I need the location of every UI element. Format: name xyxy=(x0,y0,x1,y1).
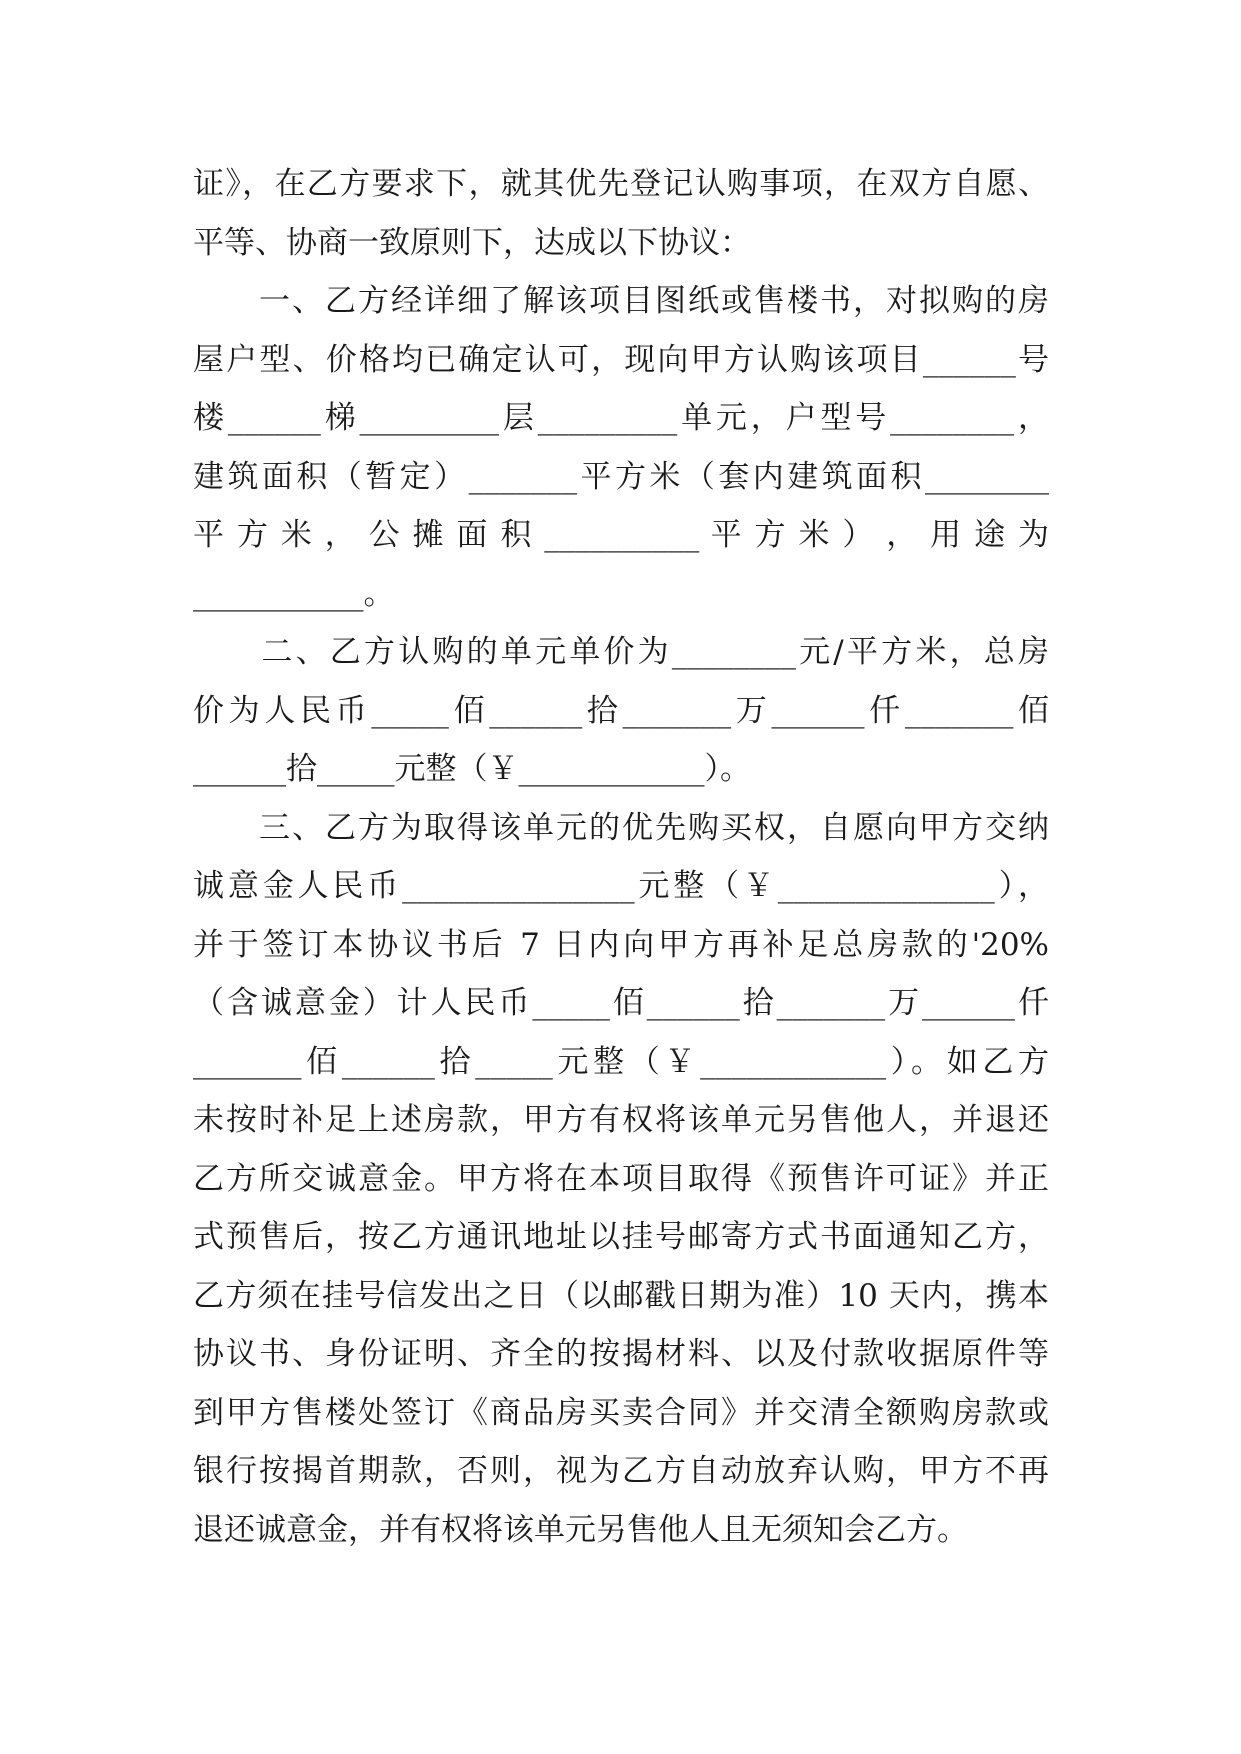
text-line: 价为人民币_____佰______拾_______万______仟_______佰 xyxy=(193,692,1049,729)
text-line: 到甲方售楼处签订《商品房买卖合同》并交清全额购房款或 xyxy=(193,1394,1049,1431)
text-line: 乙方所交诚意金。甲方将在本项目取得《预售许可证》并正 xyxy=(193,1160,1049,1197)
text-line: 楼______梯_________层_________单元，户型号________， xyxy=(193,400,1049,436)
text-line: 式预售后，按乙方通讯地址以挂号邮寄方式书面通知乙方， xyxy=(193,1219,1049,1255)
text-line: 证》，在乙方要求下，就其优先登记认购事项，在双方自愿、 xyxy=(193,166,1049,202)
text-line: 屋户型、价格均已确定认可，现向甲方认购该项目______号 xyxy=(193,341,1049,378)
text-line: 平 方 米 ， 公 摊 面 积 __________ 平 方 米 ） ， 用 途 为 xyxy=(193,517,1049,553)
text-line: 一、乙方经详细了解该项目图纸或售楼书，对拟购的房 xyxy=(193,283,1049,319)
text-line: 协议书、身份证明、齐全的按揭材料、以及付款收据原件等 xyxy=(193,1336,1049,1372)
text-line: ______拾_____元整（￥____________）。 xyxy=(193,751,751,787)
text-line: 诚意金人民币_______________元整（￥______________）， xyxy=(193,868,1049,904)
text-line: 三、乙方为取得该单元的优先购买权，自愿向甲方交纳 xyxy=(193,809,1049,846)
text-line: （含诚意金）计人民币_____佰______拾_______万______仟 xyxy=(193,985,1049,1021)
text-line: 乙方须在挂号信发出之日（以邮戳日期为准）10 天内，携本 xyxy=(193,1277,1049,1314)
text-line: 并于签订本协议书后 7 日内向甲方再补足总房款的'20% xyxy=(193,926,1049,963)
text-line: ___________。 xyxy=(193,575,395,612)
text-line: 平等、协商一致原则下，达成以下协议： xyxy=(193,224,751,261)
agreement-body xyxy=(193,155,1049,1559)
text-line: _______佰______拾_____元整（￥____________）。如乙方 xyxy=(193,1043,1049,1080)
text-line: 建筑面积（暂定）_______平方米（套内建筑面积________ xyxy=(193,458,1049,495)
text-line: 未按时补足上述房款，甲方有权将该单元另售他人，并退还 xyxy=(193,1102,1049,1138)
text-line: 退还诚意金，并有权将该单元另售他人且无须知会乙方。 xyxy=(193,1511,968,1548)
text-line: 二、乙方认购的单元单价为________元/平方米，总房 xyxy=(193,634,1049,670)
text-line: 银行按揭首期款，否则，视为乙方自动放弃认购，甲方不再 xyxy=(193,1453,1049,1489)
